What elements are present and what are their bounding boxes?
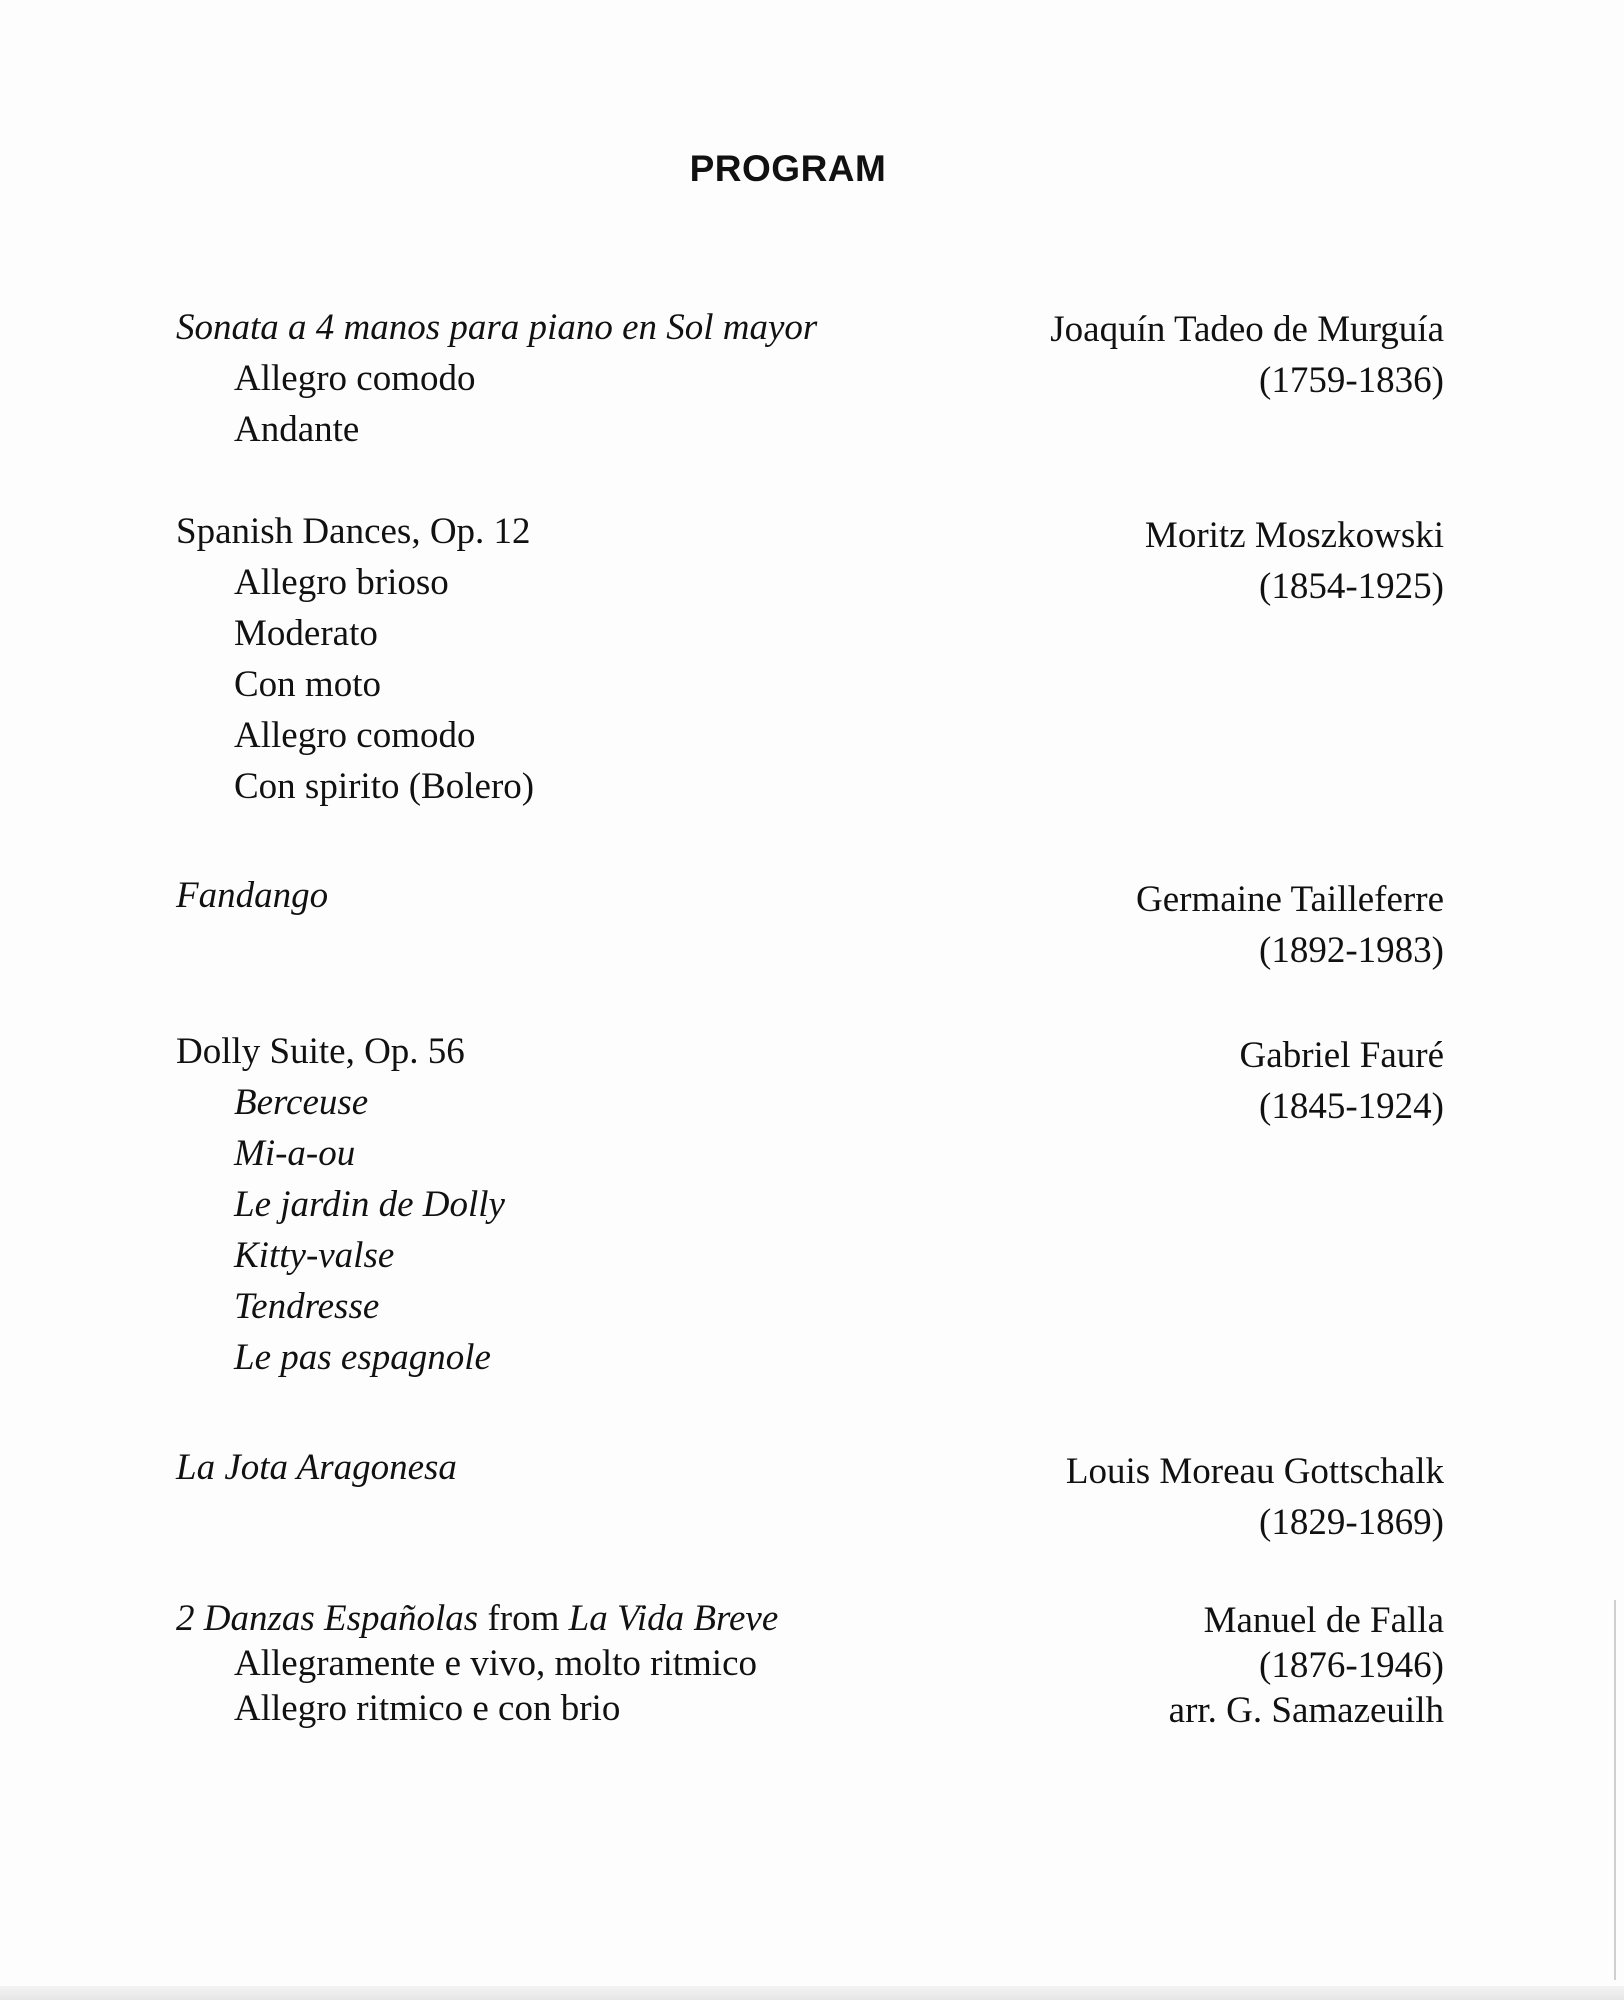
composer-gottschalk bbox=[884, 1446, 1444, 1548]
composer-faure bbox=[884, 1030, 1444, 1132]
composer-moszkowski bbox=[884, 510, 1444, 612]
composer-name: Moritz Moszkowski bbox=[1144, 515, 1444, 556]
program-heading: PROGRAM bbox=[689, 148, 887, 189]
composer-dates: (1854-1925) bbox=[1259, 566, 1444, 607]
composer-name: Germaine Tailleferre bbox=[1136, 879, 1444, 920]
movement: Con moto bbox=[234, 664, 381, 705]
movement: Berceuse bbox=[234, 1082, 369, 1123]
composer-name: Gabriel Fauré bbox=[1239, 1035, 1444, 1076]
piece-title-source: La Vida Breve bbox=[568, 1598, 779, 1639]
composer-name: Louis Moreau Gottschalk bbox=[1065, 1451, 1444, 1492]
movement: Kitty-valse bbox=[234, 1235, 395, 1276]
piece-title: La Jota Aragonesa bbox=[176, 1447, 457, 1488]
movement: Le jardin de Dolly bbox=[234, 1184, 505, 1225]
piece-title-part: 2 Danzas Españolas bbox=[176, 1598, 479, 1639]
scan-bottom-shadow bbox=[0, 1986, 1624, 2000]
composer-murguia bbox=[884, 304, 1444, 406]
composer-name: Manuel de Falla bbox=[1203, 1600, 1444, 1641]
movement: Tendresse bbox=[234, 1286, 380, 1327]
piece-title: Fandango bbox=[176, 875, 329, 916]
movement: Allegro ritmico e con brio bbox=[234, 1688, 621, 1729]
movement: Moderato bbox=[234, 613, 378, 654]
movement: Allegro comodo bbox=[234, 715, 476, 756]
piece-title: Dolly Suite, Op. 56 bbox=[176, 1031, 465, 1072]
composer-dates: (1892-1983) bbox=[1259, 930, 1444, 971]
movement: Allegro comodo bbox=[234, 358, 476, 399]
piece-title: Spanish Dances, Op. 12 bbox=[176, 511, 531, 552]
composer-name: Joaquín Tadeo de Murguía bbox=[1050, 309, 1444, 350]
movement: Allegro brioso bbox=[234, 562, 449, 603]
movement: Mi-a-ou bbox=[234, 1133, 356, 1174]
movement: Con spirito (Bolero) bbox=[234, 766, 535, 807]
composer-dates: (1876-1946) bbox=[1259, 1645, 1444, 1686]
composer-falla bbox=[884, 1598, 1444, 1733]
movement: Allegramente e vivo, molto ritmico bbox=[234, 1643, 758, 1684]
composer-tailleferre bbox=[884, 874, 1444, 976]
movement: Andante bbox=[234, 409, 360, 450]
composer-dates: (1845-1924) bbox=[1259, 1086, 1444, 1127]
composer-dates: (1759-1836) bbox=[1259, 360, 1444, 401]
movement: Le pas espagnole bbox=[234, 1337, 491, 1378]
piece-title-connector: from bbox=[478, 1598, 569, 1639]
scan-edge bbox=[1614, 1600, 1616, 1980]
composer-dates: (1829-1869) bbox=[1259, 1502, 1444, 1543]
piece-title: Sonata a 4 manos para piano en Sol mayor bbox=[176, 307, 818, 348]
arranger: arr. G. Samazeuilh bbox=[1168, 1690, 1444, 1731]
